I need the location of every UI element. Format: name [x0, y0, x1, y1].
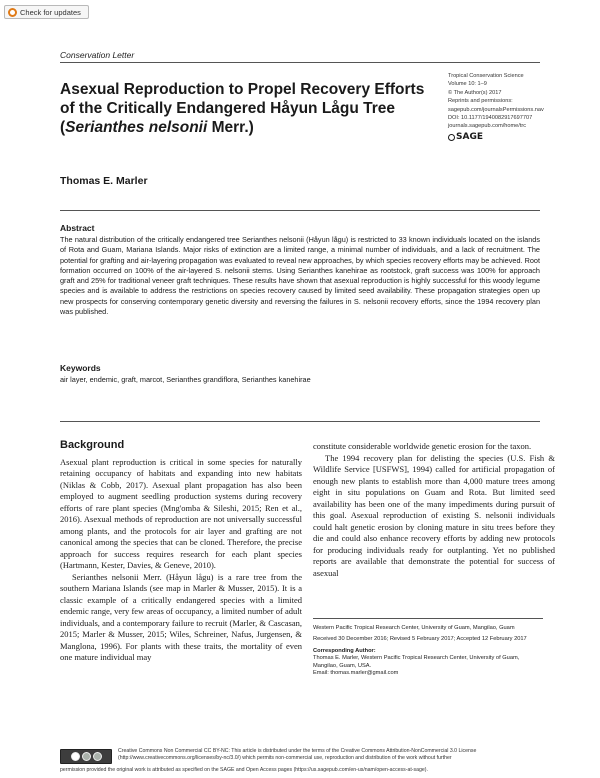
body-paragraph: constitute considerable worldwide genetic erosion for the taxon.	[313, 441, 532, 451]
affiliation-rule	[313, 618, 543, 619]
header-rule	[60, 62, 540, 63]
cc-by-nc-badge[interactable]	[60, 749, 112, 764]
journal-meta	[448, 72, 568, 143]
abstract-section	[60, 223, 540, 317]
sage-mark-icon	[448, 134, 455, 141]
by-icon	[82, 752, 91, 761]
abstract-text: The natural distribution of the critically endangered tree Serianthes nelsonii (Håyun lågu) is restricted to 33 known individuals located on the islands of Rota and Guam, Mariana Islands. Major risks of extinction are a limited range, a minimal number of individuals, and a lack of recruitment. The potential for grafting and air-layering propagation was evaluated to reveal new approaches, by which species recovery efforts may be achieved. Root formation occurred on 100% of the air-layered S. nelsonii stems. Using Serianthes kanehirae as rootstock, graft success was 100% for approach graft and 25% for traditional veneer graft techniques. These results have shown that asexual reproduction is highly successful for this woody legume species and is available to address the restrictions on species recovery caused by limited seed availability. These propagation strategies open up new prospects for conserving contemporary genetic diversity and reversing the failures in S. nelsonii recovery efforts, since the 1994 recovery plan was published.	[60, 235, 540, 317]
license-text-continued: permission provided the original work is attributed as specified on the SAGE and Open Access pages (https://us.sagepub.com/en-us/nam/open-access-at-sage).	[60, 767, 428, 773]
keywords-section	[60, 363, 540, 385]
title-tail: Merr.)	[207, 119, 254, 136]
reprints-label: Reprints and permissions:	[448, 98, 513, 105]
body-rule	[60, 421, 540, 422]
journal-home-link[interactable]: journals.sagepub.com/home/trc	[448, 123, 527, 130]
corresponding-email[interactable]: Email: thomas.marler@gmail.com	[313, 670, 399, 677]
doi-link[interactable]: DOI: 10.1177/1940082917697707	[448, 115, 533, 122]
corresponding-author-text: Thomas E. Marler, Western Pacific Tropical Research Center, University of Guam, Mangilao, Guam, USA.	[313, 655, 520, 669]
body-paragraph: Serianthes nelsonii Merr. (Håyun lågu) is a rare tree from the southern Mariana Islands (see map in Marler & Musser, 2015). It is a classic example of a critically endangered species with a limited endemic range, very few areas of occupancy, a limited number of adult individuals, and a contemporary failure to recruit (Marler, & Cascasan, 2015; Marler & Musser, 2015; Wiles, Schreiner, Nafus, Jurgensen, & Manglona, 1996). For plants with these traits, the mortality of even one mature individual may	[60, 571, 302, 662]
nc-icon	[93, 752, 102, 761]
body-column-right	[313, 441, 555, 579]
journal-volume: Volume 10: 1–9	[448, 81, 487, 88]
body-column-left	[60, 440, 302, 664]
reprints-link[interactable]: sagepub.com/journalsPermissions.nav	[448, 106, 544, 113]
journal-name: Tropical Conservation Science	[448, 73, 524, 79]
title-main: Asexual Reproduction to Propel Recovery Efforts of the Critically Endangered Håyun Lågu Tree (	[60, 81, 425, 136]
license-text: Creative Commons Non Commercial CC BY-NC: This article is distributed under the terms of the Creative Commons Attribution-NonCommercial 3.0 License (http://www.creativecommons.org/licenses/by-nc/3.0/) which permits non-commercial use, reproduction and distribution of the work without further	[118, 748, 477, 761]
crossmark-icon	[8, 8, 17, 17]
section-label: Conservation Letter	[60, 50, 135, 60]
check-for-updates-button[interactable]	[4, 5, 89, 19]
author-name: Thomas E. Marler	[60, 175, 148, 187]
title-species: Serianthes nelsonii	[65, 119, 208, 136]
abstract-rule	[60, 210, 540, 211]
corresponding-author-label: Corresponding Author:	[313, 647, 376, 654]
cc-icon	[71, 752, 80, 761]
article-title	[60, 80, 430, 137]
abstract-heading: Abstract	[60, 223, 95, 233]
keywords-text: air layer, endemic, graft, marcot, Serianthes grandiflora, Serianthes kanehirae	[60, 375, 311, 384]
keywords-heading: Keywords	[60, 363, 101, 373]
body-paragraph: Asexual plant reproduction is critical in some species for naturally retaining occupancy of habitats and expanding into new habitats (Niklas & Cobb, 2017). Asexual plant propagation has also been employed to augment seedling production systems during recovery efforts of rare plant species (Mng'omba & Sileshi, 2015; Ren et al., 2016). Asexual methods of reproduction are not universally successful among plants, and the protocols for air layer and grafting are not canonical among the species that can be cloned. Therefore, the precise approach for success requires research for each plant species (Hartmann, Kester, Davies, & Geneve, 2010).	[60, 456, 302, 570]
sage-logo	[448, 132, 568, 143]
journal-copyright: © The Author(s) 2017	[448, 89, 502, 96]
body-paragraph: The 1994 recovery plan for delisting the species (U.S. Fish & Wildlife Service [USFWS], 1994) called for artificial propagation of enough new plants to establish more than 4,000 mature trees among eight in situ populations on Guam and Rota. But limited seed availability has been one of the many impediments during pursuit of this goal. Asexual reproduction of existing S. nelsonii individuals could halt genetic erosion by cloning mature in situ trees before they die and could also enhance recovery efforts by adding new protocols for producing individuals ready for outplanting. Yet no published reports are available that demonstrate the potential for success of asexual	[313, 452, 555, 578]
affiliation-block	[313, 625, 543, 681]
institution: Western Pacific Tropical Research Center, University of Guam, Mangilao, Guam	[313, 625, 515, 631]
check-for-updates-label: Check for updates	[20, 7, 81, 17]
section-heading-background: Background	[60, 439, 125, 451]
article-dates: Received 30 December 2016; Revised 5 February 2017; Accepted 12 February 2017	[313, 636, 527, 643]
publisher-name: SAGE	[456, 131, 483, 142]
